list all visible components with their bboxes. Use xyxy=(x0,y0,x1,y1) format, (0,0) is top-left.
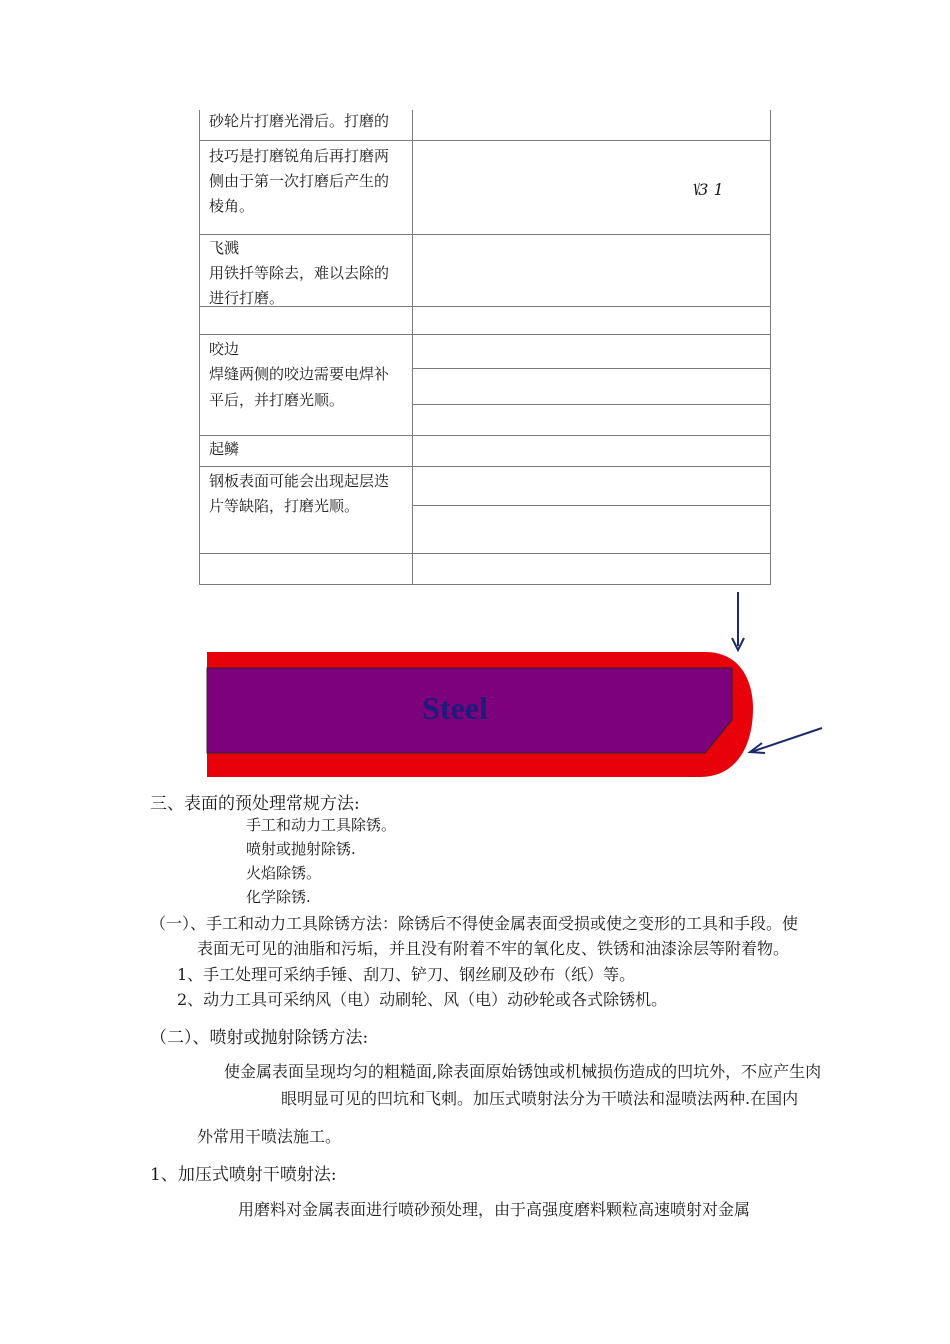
table-row-border xyxy=(199,435,771,436)
method-item: 化学除锈. xyxy=(246,888,311,906)
table-cell: 焊缝两侧的咬边需要电焊补 xyxy=(209,365,390,383)
table-row-border xyxy=(199,553,771,554)
table-cell: 咬边 xyxy=(209,340,240,358)
table-cell: 技巧是打磨锐角后再打磨两 xyxy=(209,147,390,165)
table-cell: 起鳞 xyxy=(209,440,240,458)
paragraph-line: 用磨料对金属表面进行喷砂预处理，由于高强度磨料颗粒高速喷射对金属 xyxy=(238,1200,751,1219)
method-item: 手工和动力工具除锈。 xyxy=(246,816,397,834)
subsection-heading: 1、加压式喷射干喷射法: xyxy=(150,1165,337,1185)
steel-edge-figure xyxy=(0,588,950,788)
arrow-right xyxy=(751,728,822,752)
table-row-border xyxy=(199,234,771,235)
table-cell: 砂轮片打磨光滑后。打磨的 xyxy=(209,112,390,130)
table-row-border xyxy=(199,140,771,141)
paragraph-line: 眼明显可见的凹坑和飞刺。加压式喷射法分为干喷法和湿喷法两种.在国内 xyxy=(281,1089,799,1108)
table-cell: 钢板表面可能会出现起层迭 xyxy=(209,472,390,490)
table-subrow-border xyxy=(412,505,771,506)
table-cell: 片等缺陷，打磨光顺。 xyxy=(209,497,360,515)
paragraph-line: （一）、手工和动力工具除锈方法：除锈后不得使金属表面受损或使之变形的工具和手段。使 xyxy=(150,914,799,933)
table-row-border xyxy=(199,306,771,307)
section-heading: 三、表面的预处理常规方法: xyxy=(150,794,360,814)
table-row-border xyxy=(199,466,771,467)
paragraph-line: 外常用干喷法施工。 xyxy=(197,1127,342,1146)
table-cell: 平后，并打磨光顺。 xyxy=(209,391,345,409)
table-cell: 棱角。 xyxy=(209,197,255,215)
table-cell-mark: ⎷3 1 xyxy=(688,180,724,199)
subsection-heading: （二）、喷射或抛射除锈方法: xyxy=(150,1028,369,1048)
table-cell: 用铁扦等除去，难以去除的 xyxy=(209,264,390,282)
table-cell: 侧由于第一次打磨后产生的 xyxy=(209,172,390,190)
paragraph-line: 使金属表面呈现均匀的粗糙面,除表面原始锈蚀或机械损伤造成的凹坑外，不应产生肉 xyxy=(224,1062,822,1081)
table-subrow-border xyxy=(412,404,771,405)
table-row-border xyxy=(199,584,771,585)
steel-label: Steel xyxy=(422,690,488,726)
table-subrow-border xyxy=(412,368,771,369)
method-item: 火焰除锈。 xyxy=(246,864,322,882)
table-cell: 飞溅 xyxy=(209,239,240,257)
table-cell: 进行打磨。 xyxy=(209,289,285,307)
table-row-border xyxy=(199,334,771,335)
table-border-right xyxy=(770,110,771,585)
table-border-left xyxy=(199,110,200,585)
method-item: 喷射或抛射除锈. xyxy=(246,840,356,858)
table-divider xyxy=(412,110,413,585)
paragraph-line: 表面无可见的油脂和污垢，并且没有附着不牢的氧化皮、铁锈和油漆涂层等附着物。 xyxy=(197,939,790,958)
list-item: 2、动力工具可采纳风（电）动刷轮、风（电）动砂轮或各式除锈机。 xyxy=(177,990,668,1009)
list-item: 1、手工处理可采纳手锤、刮刀、铲刀、钢丝刷及砂布（纸）等。 xyxy=(177,965,636,984)
